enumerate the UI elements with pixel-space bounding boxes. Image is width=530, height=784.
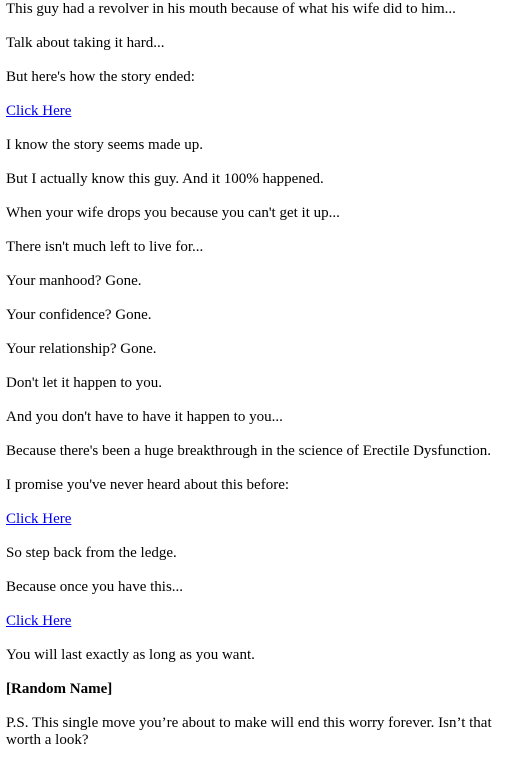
click-here-link-2[interactable]: Click Here (6, 511, 72, 527)
signature: [Random Name] (6, 681, 113, 697)
cta-paragraph-3 (6, 613, 504, 630)
story-ending-lead-text: But here's how the story ended: (6, 69, 195, 85)
breakthrough-text: Because there's been a huge breakthrough in the science of Erectile Dysfunction. (6, 443, 492, 459)
last-long-text: You will last exactly as long as you want. (6, 647, 255, 663)
confidence-text: Your confidence? Gone. (6, 307, 152, 323)
happened-text: But I actually know this guy. And it 100% happened. (6, 171, 324, 187)
relationship-text: Your relationship? Gone. (6, 341, 157, 357)
promise-text: I promise you've never heard about this before: (6, 477, 290, 493)
reaction-text: Talk about taking it hard... (6, 35, 165, 51)
step-back-text: So step back from the ledge. (6, 545, 177, 561)
wife-drops-text: When your wife drops you because you can't get it up... (6, 205, 340, 221)
once-you-have-text: Because once you have this... (6, 579, 184, 595)
click-here-link-1[interactable]: Click Here (6, 103, 72, 119)
dont-have-to-text: And you don't have to have it happen to you... (6, 409, 283, 425)
postscript-text: P.S. This single move you’re about to make will end this worry forever. Isn’t that worth a look? (6, 715, 492, 748)
nothing-left-text: There isn't much left to live for... (6, 239, 204, 255)
click-here-link-3[interactable]: Click Here (6, 613, 72, 629)
manhood-text: Your manhood? Gone. (6, 273, 142, 289)
made-up-text: I know the story seems made up. (6, 137, 204, 153)
cta-paragraph-2 (6, 511, 504, 528)
story-intro-text: This guy had a revolver in his mouth because of what his wife did to him... (6, 1, 456, 17)
dont-let-text: Don't let it happen to you. (6, 375, 163, 391)
cta-paragraph-1 (6, 103, 504, 120)
